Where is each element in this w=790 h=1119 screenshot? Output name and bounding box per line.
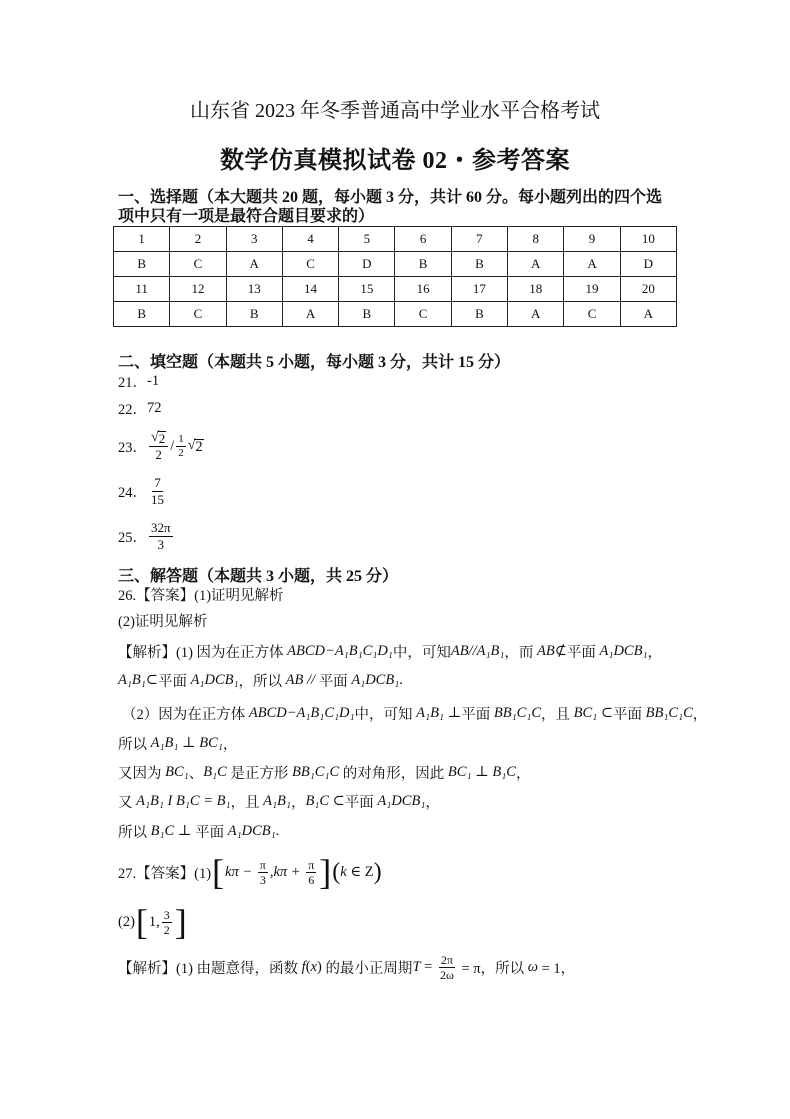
q26-answer-line-1: 26.【答案】(1)证明见解析 xyxy=(118,587,284,604)
text-run: 平面 xyxy=(461,706,494,723)
text-run: ( xyxy=(305,958,311,975)
text-run: 中，可知 xyxy=(392,644,451,661)
question-number-cell: 13 xyxy=(226,277,282,302)
item-number: 24． xyxy=(118,484,147,501)
math-expression: ABCD−A₁B₁C₁D₁ xyxy=(287,642,393,659)
question-number-cell: 2 xyxy=(170,227,226,252)
question-number-cell: 4 xyxy=(282,227,338,252)
answer-cell: A xyxy=(620,302,676,327)
text-run: ， xyxy=(515,765,531,782)
fraction-denominator: 2 xyxy=(163,922,170,937)
question-number-cell: 7 xyxy=(451,227,507,252)
section-1-heading-continued: 项中只有一项是最符合题目要求的） xyxy=(118,207,375,225)
large-bracket: [ xyxy=(135,902,148,942)
text-run: . xyxy=(275,822,280,839)
math-expression: ABCD−A₁B₁C₁D₁ xyxy=(248,704,355,721)
answer-cell: A xyxy=(564,252,620,277)
question-number-cell: 3 xyxy=(226,227,282,252)
math-expression: AB//A₁B₁ xyxy=(450,642,505,659)
math-expression: A₁DCB₁ xyxy=(377,792,426,809)
text-run: 【解析】(1) 由题意得，函数 xyxy=(118,960,302,977)
fraction xyxy=(149,520,173,553)
text-run: （2）因为在正方体 xyxy=(122,706,249,723)
q27-analysis-line-1 xyxy=(118,947,575,987)
fraction xyxy=(258,858,268,887)
text-run: 平面 xyxy=(157,673,191,690)
math-expression: x xyxy=(310,958,317,975)
math-expression: A₁B₁ xyxy=(263,792,291,809)
blank-answer: -1 xyxy=(147,372,160,389)
section-3-heading: 三、解答题（本题共 3 小题，共 25 分） xyxy=(118,567,399,585)
text-run: 又 xyxy=(118,794,137,811)
fraction-numerator: 3 xyxy=(163,907,170,922)
answer-cell: C xyxy=(395,302,451,327)
q26-answer-line-2: (2)证明见解析 xyxy=(118,613,208,630)
text-run: 平面 xyxy=(612,706,646,723)
text-run: 【解析】(1) 因为在正方体 xyxy=(118,644,288,661)
math-expression: A₁B₁ ⊥ xyxy=(416,704,462,721)
math-expression: A₁DCB₁ xyxy=(599,642,648,659)
math-expression: f xyxy=(301,958,306,975)
math-expression: T xyxy=(412,958,421,975)
math-expression: BB₁C₁C xyxy=(645,704,693,721)
fraction-denominator: 2 xyxy=(155,446,162,462)
math-expression: B₁C ⊂ xyxy=(305,792,345,809)
text-run: 又因为 xyxy=(118,765,166,782)
table-row-answers xyxy=(114,302,677,327)
answer-cell: D xyxy=(620,252,676,277)
fraction xyxy=(176,433,186,460)
question-number-cell: 11 xyxy=(114,277,170,302)
text-run: ，且 xyxy=(230,794,264,811)
math-expression: A₁B₁ I B₁C = B₁ xyxy=(136,792,231,809)
text-run: 、 xyxy=(188,765,204,782)
answer-cell: B xyxy=(451,302,507,327)
text-run: ， xyxy=(692,706,708,723)
question-number-cell: 5 xyxy=(339,227,395,252)
text-run: 是正方形 xyxy=(226,765,293,782)
math-expression: k xyxy=(340,863,347,880)
item-number: 22． xyxy=(118,401,147,418)
text-run: , xyxy=(269,863,274,880)
radicand: 2 xyxy=(158,430,166,446)
math-expression: A₁B₁⊂ xyxy=(118,671,158,688)
answer-cell: C xyxy=(170,252,226,277)
question-number-cell: 16 xyxy=(395,277,451,302)
fraction-denominator: 6 xyxy=(308,872,315,887)
fraction xyxy=(438,953,456,982)
text-run: 平面 xyxy=(318,673,352,690)
text-run: . xyxy=(399,671,403,688)
math-expression: BC₁ ⊂ xyxy=(573,704,613,721)
large-bracket: [ xyxy=(212,852,225,892)
fraction-numerator: 32π xyxy=(151,519,171,535)
math-expression: AB⊄ xyxy=(537,642,567,659)
fraction-denominator: 3 xyxy=(259,872,266,887)
math-expression: BB₁C₁C xyxy=(292,763,340,780)
answer-key-title: 数学仿真模拟试卷 02・参考答案 xyxy=(220,147,570,174)
radicand: 2 xyxy=(195,439,203,455)
fill-blank-22 xyxy=(118,388,162,428)
text-run: ，而 xyxy=(504,644,538,661)
math-expression: AB // xyxy=(285,671,319,688)
question-number-cell: 12 xyxy=(170,277,226,302)
fraction-denominator: 2 xyxy=(178,446,184,459)
answer-cell: A xyxy=(226,252,282,277)
math-expression: BC₁ xyxy=(165,763,189,780)
answer-cell: B xyxy=(451,252,507,277)
text-run: 中，可知 xyxy=(354,706,417,723)
large-bracket: ] xyxy=(319,852,332,892)
radical-sign: √ xyxy=(187,438,196,453)
separator: / xyxy=(170,437,175,454)
fraction-numerator: π xyxy=(259,857,266,872)
text-run: 平面 xyxy=(566,644,600,661)
answer-cell: C xyxy=(282,252,338,277)
text-run: 27.【答案】(1) xyxy=(118,865,212,882)
text-run: ，所以 xyxy=(238,673,286,690)
text-run: = π，所以 xyxy=(457,960,528,977)
table-row-answers xyxy=(114,252,677,277)
fraction-numerator: 7 xyxy=(154,474,161,490)
question-number-cell: 19 xyxy=(564,277,620,302)
answer-cell: A xyxy=(508,252,564,277)
fraction xyxy=(306,858,316,887)
answer-cell: A xyxy=(508,302,564,327)
math-expression: ω xyxy=(527,958,538,975)
text-run: (2) xyxy=(118,913,135,930)
fraction-numerator: 2π xyxy=(440,952,453,967)
question-number-cell: 1 xyxy=(114,227,170,252)
text-run: 的对角形，因此 xyxy=(339,765,448,782)
large-parenthesis: ( xyxy=(332,859,341,885)
question-number-cell: 14 xyxy=(282,277,338,302)
fill-blank-23 xyxy=(118,426,204,466)
text-run: 的最小正周期 xyxy=(321,960,413,977)
table-row-question-numbers xyxy=(114,227,677,252)
large-bracket: ] xyxy=(174,902,187,942)
math-expression: kπ − xyxy=(225,863,256,880)
text-run: ) xyxy=(316,958,322,975)
answer-cell: B xyxy=(226,302,282,327)
item-number: 25． xyxy=(118,529,147,546)
fraction xyxy=(149,430,168,463)
text-run: ，且 xyxy=(541,706,574,723)
table-row-question-numbers xyxy=(114,277,677,302)
item-number: 21． xyxy=(118,374,147,391)
radical xyxy=(188,438,204,454)
text-run: ， xyxy=(647,644,662,661)
math-expression: A₁B₁ ⊥ BC₁ xyxy=(150,734,223,751)
fraction-denominator: 3 xyxy=(157,536,165,552)
fill-blank-24 xyxy=(118,471,168,511)
text-run: ， xyxy=(222,736,238,753)
large-parenthesis: ) xyxy=(373,859,382,885)
fraction-numerator: 1 xyxy=(178,432,184,445)
math-expression: B₁C ⊥ xyxy=(150,822,196,839)
answer-cell: D xyxy=(339,252,395,277)
math-expression: A₁DCB₁ xyxy=(190,671,239,688)
question-number-cell: 10 xyxy=(620,227,676,252)
text-run: ， xyxy=(290,794,306,811)
answer-cell: B xyxy=(395,252,451,277)
text-run: 1, xyxy=(148,913,160,930)
math-expression: BC₁ ⊥ B₁C xyxy=(447,763,516,780)
text-run: 平面 xyxy=(195,824,228,841)
question-number-cell: 8 xyxy=(508,227,564,252)
answer-cell: C xyxy=(170,302,226,327)
text-run: 所以 xyxy=(118,824,151,841)
answer-cell: B xyxy=(114,302,170,327)
answer-table xyxy=(113,226,677,327)
question-number-cell: 6 xyxy=(395,227,451,252)
answer-cell: A xyxy=(282,302,338,327)
text-run: 平面 xyxy=(344,794,378,811)
q27-answer-line-2 xyxy=(118,902,188,942)
question-number-cell: 20 xyxy=(620,277,676,302)
fraction-denominator: 2ω xyxy=(439,967,454,982)
item-number: 23． xyxy=(118,439,147,456)
math-expression: BB₁C₁C xyxy=(493,704,541,721)
question-number-cell: 9 xyxy=(564,227,620,252)
fraction-numerator: π xyxy=(308,857,315,872)
text-run: 所以 xyxy=(118,736,151,753)
text-run: ∈ Z xyxy=(346,863,374,880)
answer-cell: B xyxy=(114,252,170,277)
math-expression: A₁DCB₁ xyxy=(351,671,400,688)
question-number-cell: 18 xyxy=(508,277,564,302)
text-run: = 1， xyxy=(537,960,576,977)
fraction xyxy=(149,475,166,508)
fraction-numerator xyxy=(149,430,168,447)
question-number-cell: 15 xyxy=(339,277,395,302)
exam-title: 山东省 2023 年冬季普通高中学业水平合格考试 xyxy=(190,99,600,122)
q27-answer-line-1 xyxy=(118,852,382,892)
fraction xyxy=(162,908,172,937)
answer-cell: C xyxy=(564,302,620,327)
question-number-cell: 17 xyxy=(451,277,507,302)
fill-blank-25 xyxy=(118,516,175,556)
answer-cell: B xyxy=(339,302,395,327)
math-expression: B₁C xyxy=(203,763,227,780)
blank-answer: 72 xyxy=(147,399,162,416)
text-run: = xyxy=(420,958,436,975)
fraction-denominator: 15 xyxy=(151,491,164,507)
math-expression: kπ + xyxy=(273,863,305,880)
math-expression: A₁DCB₁ xyxy=(227,822,276,839)
section-1-heading: 一、选择题（本大题共 20 题，每小题 3 分，共计 60 分。每小题列出的四个选 xyxy=(118,188,663,206)
radical-sign: √ xyxy=(151,429,159,445)
text-run: ， xyxy=(425,794,440,811)
section-2-heading: 二、填空题（本题共 5 小题，每小题 3 分，共计 15 分） xyxy=(118,353,511,371)
q26-analysis-line-7 xyxy=(118,811,279,851)
